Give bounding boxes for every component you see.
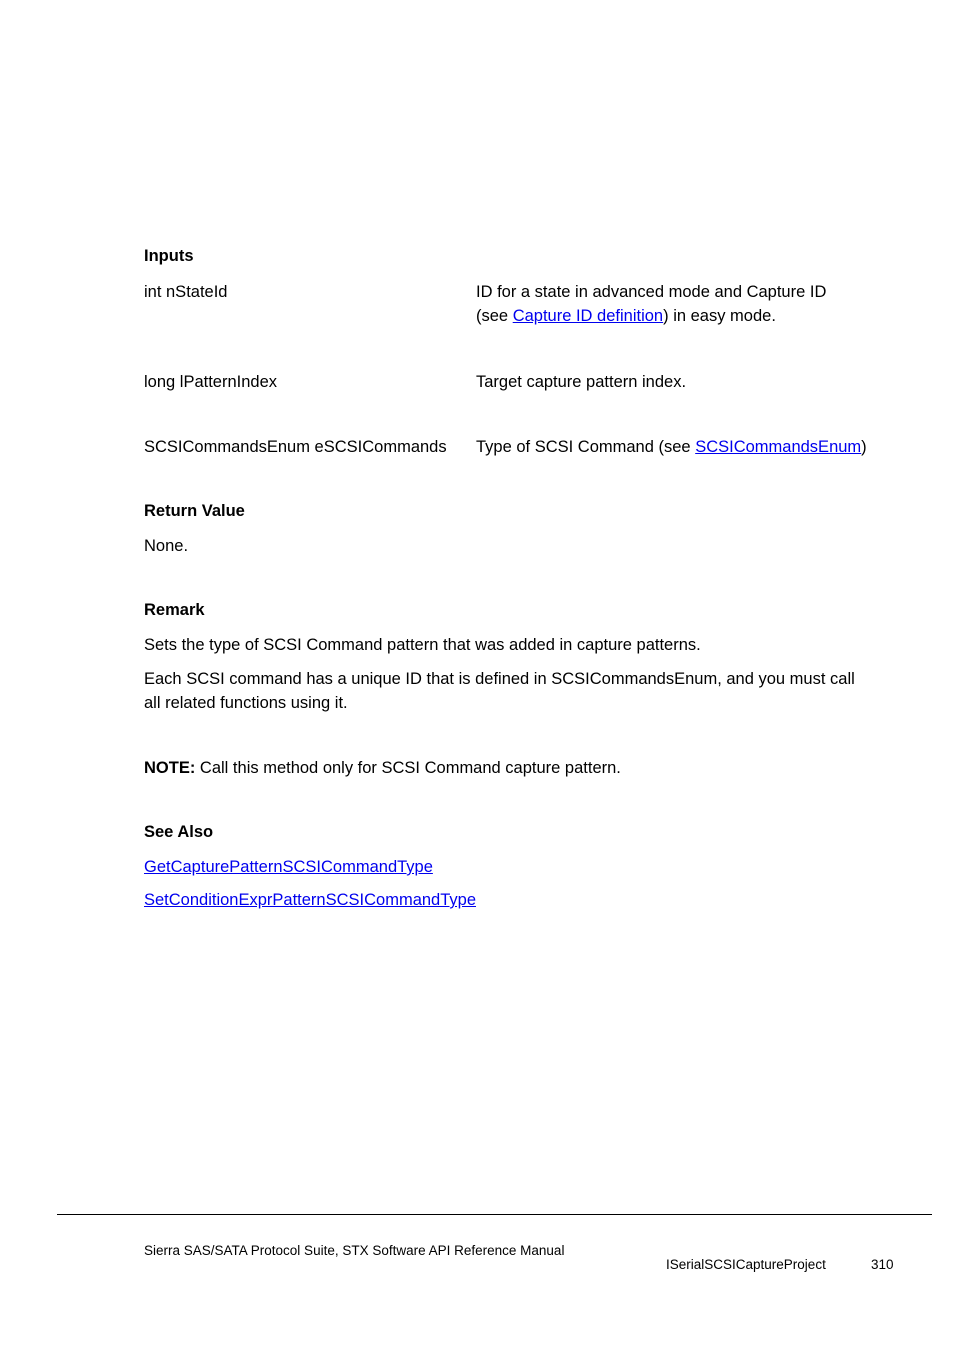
set-condition-expr-pattern-scsi-command-type-link[interactable]: SetConditionExprPatternSCSICommandType	[144, 891, 476, 909]
param-name-escsicommands: SCSICommandsEnum eSCSICommands	[144, 438, 447, 456]
inputs-heading: Inputs	[144, 247, 194, 265]
param-desc-escsicommands	[476, 435, 867, 459]
remark-line: all related functions using it.	[144, 694, 348, 712]
remark-line: Each SCSI command has a unique ID that is defined in SCSICommandsEnum, and you must call	[144, 670, 855, 688]
desc-prefix: (see	[476, 307, 513, 325]
param-desc-line	[476, 304, 826, 328]
note-label: NOTE:	[144, 759, 196, 777]
remark-paragraph-2	[144, 667, 855, 715]
note-paragraph	[144, 756, 621, 780]
desc-suffix: ) in easy mode.	[663, 307, 776, 325]
remark-heading: Remark	[144, 601, 205, 619]
param-desc-lpatternindex: Target capture pattern index.	[476, 373, 687, 391]
footer-divider	[57, 1214, 932, 1215]
footer-page-number: 310	[871, 1257, 894, 1272]
return-value-heading: Return Value	[144, 502, 245, 520]
desc-prefix: Type of SCSI Command (see	[476, 438, 696, 456]
desc-suffix: )	[861, 438, 867, 456]
param-name-lpatternindex: long lPatternIndex	[144, 373, 278, 391]
return-value-text: None.	[144, 537, 189, 555]
get-capture-pattern-scsi-command-type-link[interactable]: GetCapturePatternSCSICommandType	[144, 858, 433, 876]
capture-id-definition-link[interactable]: Capture ID definition	[512, 307, 664, 325]
note-text: Call this method only for SCSI Command capture pattern.	[195, 759, 621, 777]
scsicommandsenum-link[interactable]: SCSICommandsEnum	[695, 438, 862, 456]
param-desc-line: ID for a state in advanced mode and Capture ID	[476, 283, 827, 301]
see-also-item	[144, 855, 433, 879]
param-name-nstateid: int nStateId	[144, 283, 228, 301]
see-also-item	[144, 888, 476, 912]
see-also-heading: See Also	[144, 823, 214, 841]
remark-paragraph-1: Sets the type of SCSI Command pattern that was added in capture patterns.	[144, 636, 701, 654]
param-desc-nstateid	[476, 280, 826, 328]
footer-manual-title: Sierra SAS/SATA Protocol Suite, STX Software API Reference Manual	[144, 1243, 565, 1258]
footer-section-name: ISerialSCSICaptureProject	[666, 1257, 826, 1272]
